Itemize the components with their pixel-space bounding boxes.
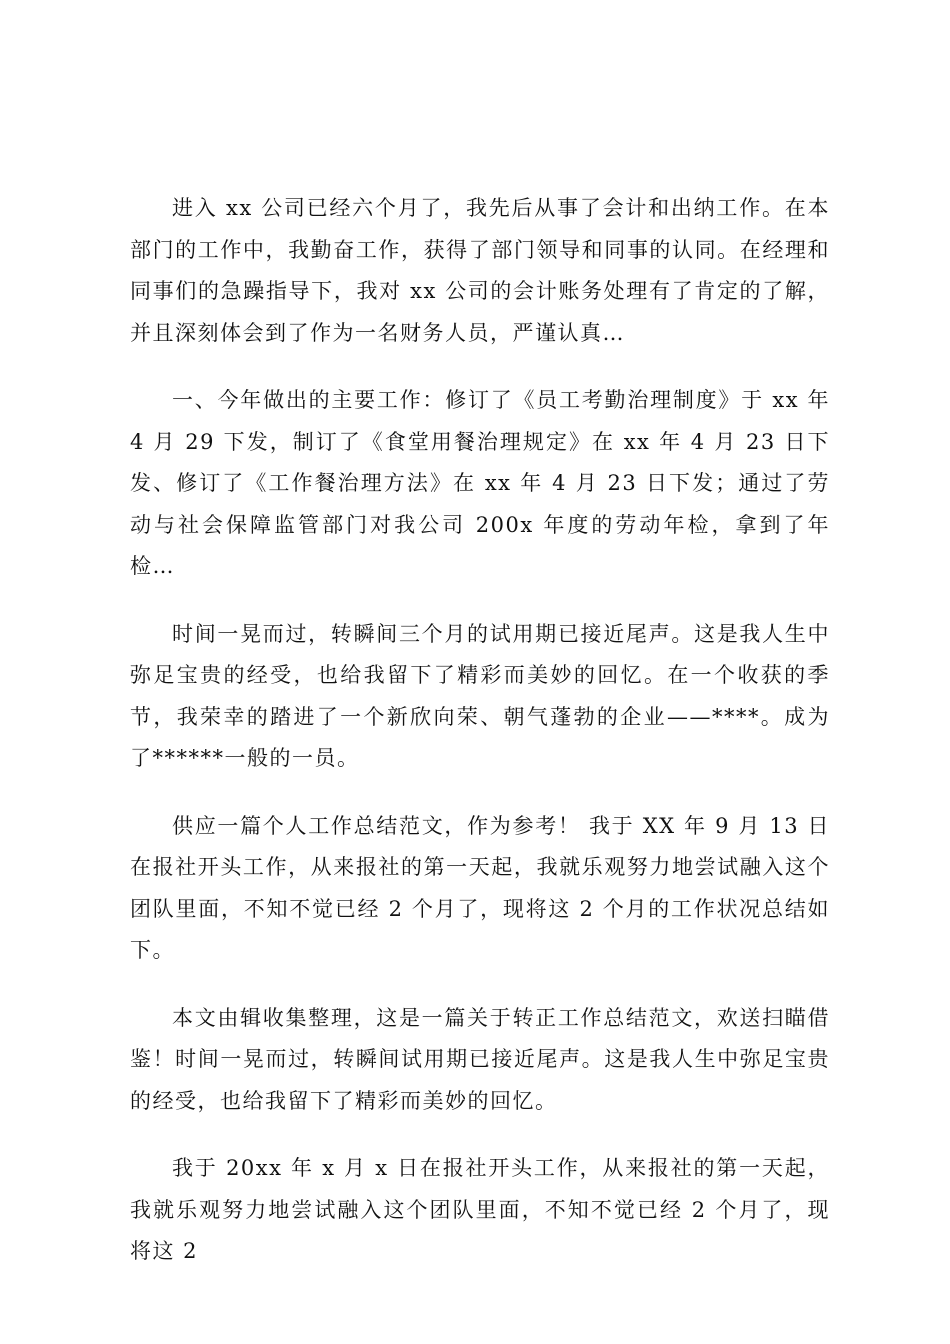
paragraph-3: 时间一晃而过，转瞬间三个月的试用期已接近尾声。这是我人生中弥足宝贵的经受，也给我留下了精彩而美妙的回忆。在一个收获的季节，我荣幸的踏进了一个新欣向荣、朝气蓬勃的企业——****。成为了******一般的一员。 (130, 621, 830, 770)
document-body (130, 188, 830, 1299)
paragraph-4: 供应一篇个人工作总结范文，作为参考！ 我于 XX 年 9 月 13 日在报社开头工作，从来报社的第一天起，我就乐观努力地尝试融入这个团队里面，不知不觉已经 2 个月了，现将这 2 个月的工作状况总结如下。 (130, 813, 830, 962)
paragraph-1: 进入 xx 公司已经六个月了，我先后从事了会计和出纳工作。在本部门的工作中，我勤奋工作，获得了部门领导和同事的认同。在经理和同事们的急躁指导下，我对 xx 公司的会计账务处理有了肯定的了解，并且深刻体会到了作为一名财务人员，严谨认真… (130, 196, 830, 345)
paragraph-5: 本文由辑收集整理，这是一篇关于转正工作总结范文，欢送扫瞄借鉴！时间一晃而过，转瞬间试用期已接近尾声。这是我人生中弥足宝贵的经受，也给我留下了精彩而美妙的回忆。 (130, 1005, 830, 1113)
paragraph-2: 一、今年做出的主要工作：修订了《员工考勤治理制度》于 xx 年 4 月 29 下发，制订了《食堂用餐治理规定》在 xx 年 4 月 23 日下发、修订了《工作餐治理方法》在 xx 年 4 月 23 日下发；通过了劳动与社会保障监管部门对我公司 200x 年度的劳动年检，拿到了年检… (130, 388, 830, 578)
paragraph-6: 我于 20xx 年 x 月 x 日在报社开头工作，从来报社的第一天起，我就乐观努力地尝试融入这个团队里面，不知不觉已经 2 个月了，现将这 2 (130, 1156, 830, 1263)
